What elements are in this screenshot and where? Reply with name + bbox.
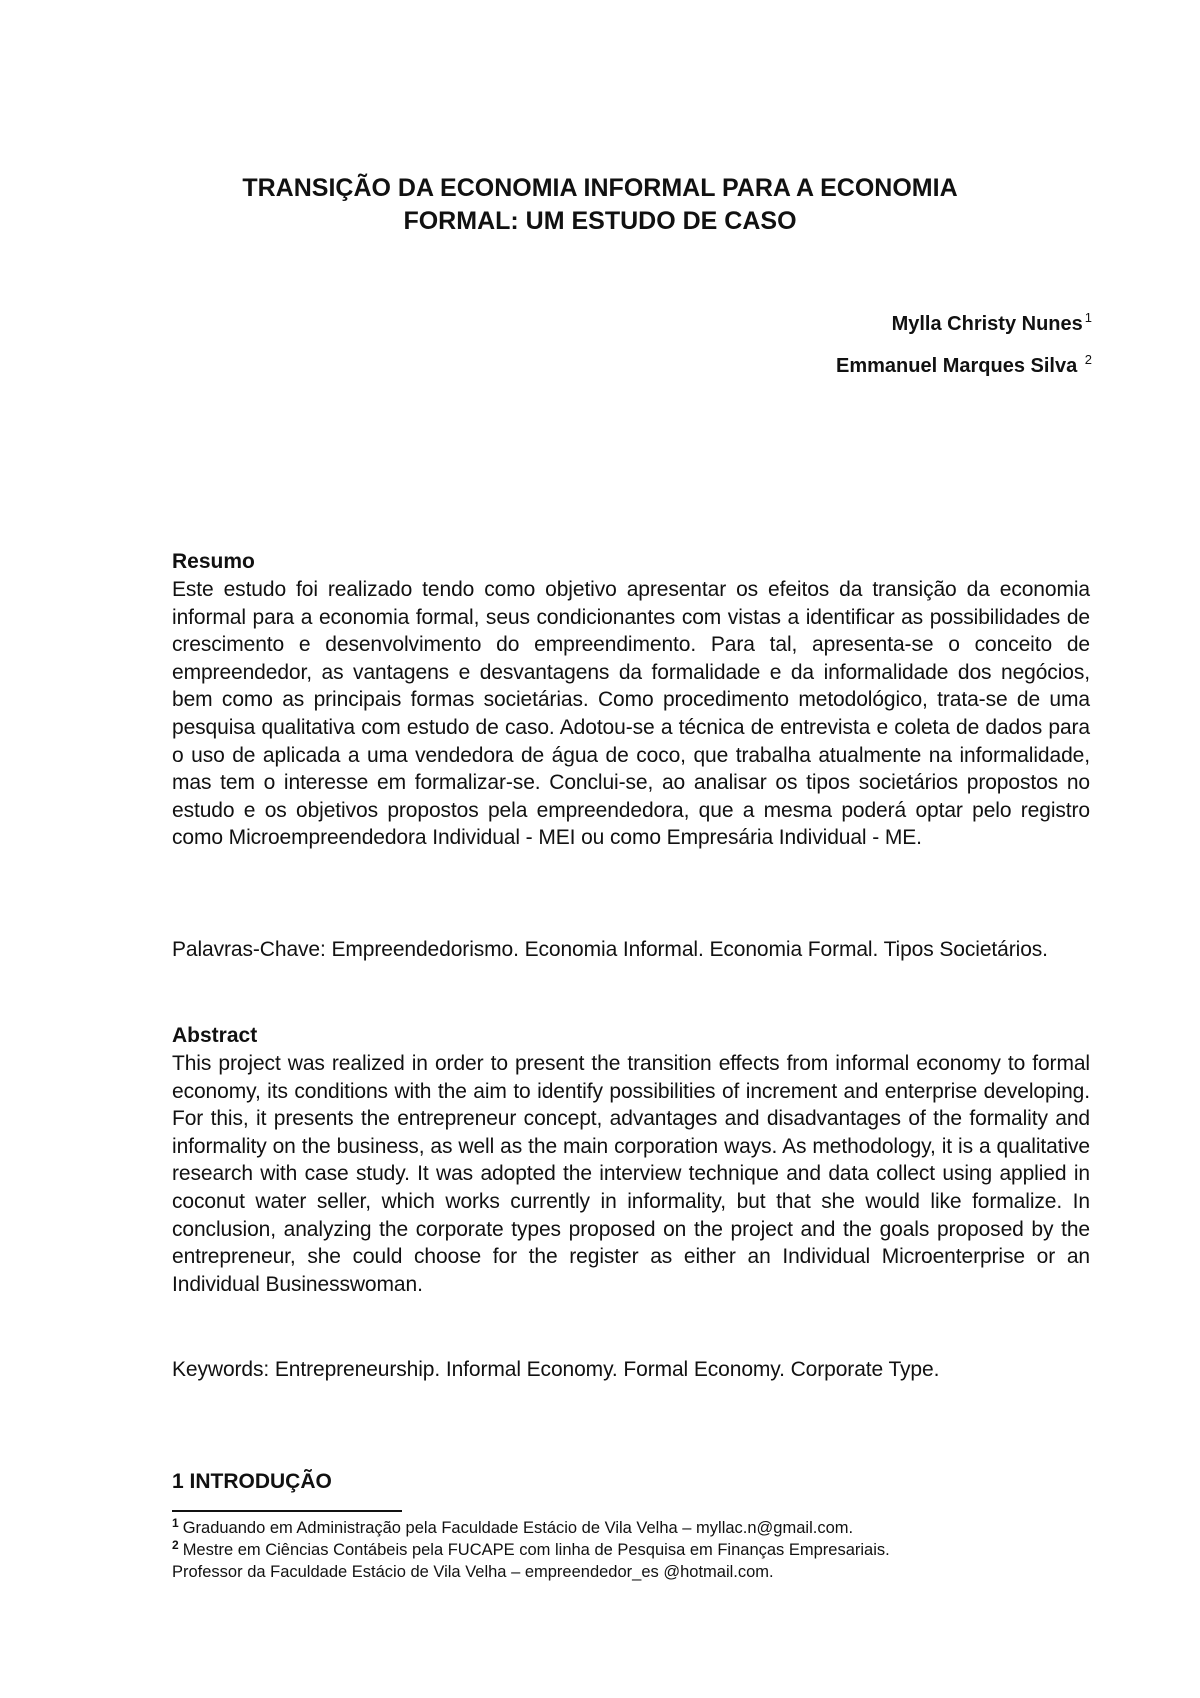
keywords-section [172,1356,1090,1384]
footnote-2-continuation: Professor da Faculdade Estácio de Vila Velha – empreendedor_es @hotmail.com. [172,1563,774,1581]
footnote-1 [172,1517,1090,1539]
resumo-heading: Resumo [172,550,255,573]
footnote-2-text: Mestre em Ciências Contábeis pela FUCAPE com linha de Pesquisa em Finanças Empresariais. [182,1541,890,1559]
author-2-name: Emmanuel Marques Silva [836,355,1078,377]
title-line-2: FORMAL: UM ESTUDO DE CASO [403,207,797,235]
palavras-chave-text: Palavras-Chave: Empreendedorismo. Economia Informal. Economia Formal. Tipos Societários. [172,938,1048,961]
abstract-heading: Abstract [172,1024,258,1047]
palavras-chave-section [172,936,1090,964]
author-1 [892,311,1092,337]
author-1-name: Mylla Christy Nunes [891,313,1083,335]
paper-title [150,172,1050,238]
footnote-2 [172,1539,1090,1561]
footnote-1-text: Graduando em Administração pela Faculdade Estácio de Vila Velha – myllac.n@gmail.com. [182,1519,854,1537]
introduction-heading: 1 INTRODUÇÃO [172,1470,332,1493]
abstract-text: This project was realized in order to present the transition effects from informal economy to formal economy, its conditions with the aim to identify possibilities of increment and enterprise developing. For this, it presents the entrepreneur concept, advantages and disadvantages of the formality and informality on the business, as well as the main corporation ways. As methodology, it is a qualitative research with case study. It was adopted the interview technique and data collect using applied in coconut water seller, which works currently in informality, but that she would like formalize. In conclusion, analyzing the corporate types proposed on the project and the goals proposed by the entrepreneur, she could choose for the register as either an Individual Microenterprise or an Individual Businesswoman. [172,1052,1090,1296]
footnotes [172,1517,1090,1583]
author-1-footnote-mark: 1 [1084,310,1092,326]
abstract-section [172,1022,1090,1298]
footnote-2-mark: 2 [172,1537,179,1552]
author-2 [836,353,1092,379]
resumo-text: Este estudo foi realizado tendo como objetivo apresentar os efeitos da transição da economia informal para a economia formal, seus condicionantes com vistas a identificar as possibilidades de crescimento e desenvolvimento do empreendimento. Para tal, apresenta-se o conceito de empreendedor, as vantagens e desvantagens da formalidade e da informalidade dos negócios, bem como as principais formas societárias. Como procedimento metodológico, trata-se de uma pesquisa qualitativa com estudo de caso. Adotou-se a técnica de entrevista e coleta de dados para o uso de aplicada a uma vendedora de água de coco, que trabalha atualmente na informalidade, mas tem o interesse em formalizar-se. Conclui-se, ao analisar os tipos societários propostos no estudo e os objetivos propostos pela empreendedora, que a mesma poderá optar pelo registro como Microempreendedora Individual - MEI ou como Empresária Individual - ME. [172,578,1090,850]
footnote-separator [172,1510,402,1512]
keywords-text: Keywords: Entrepreneurship. Informal Economy. Formal Economy. Corporate Type. [172,1358,940,1381]
footnote-1-mark: 1 [172,1515,179,1530]
author-2-footnote-mark: 2 [1084,352,1092,368]
title-line-1: TRANSIÇÃO DA ECONOMIA INFORMAL PARA A ECONOMIA [242,174,958,202]
resumo-section [172,548,1090,852]
